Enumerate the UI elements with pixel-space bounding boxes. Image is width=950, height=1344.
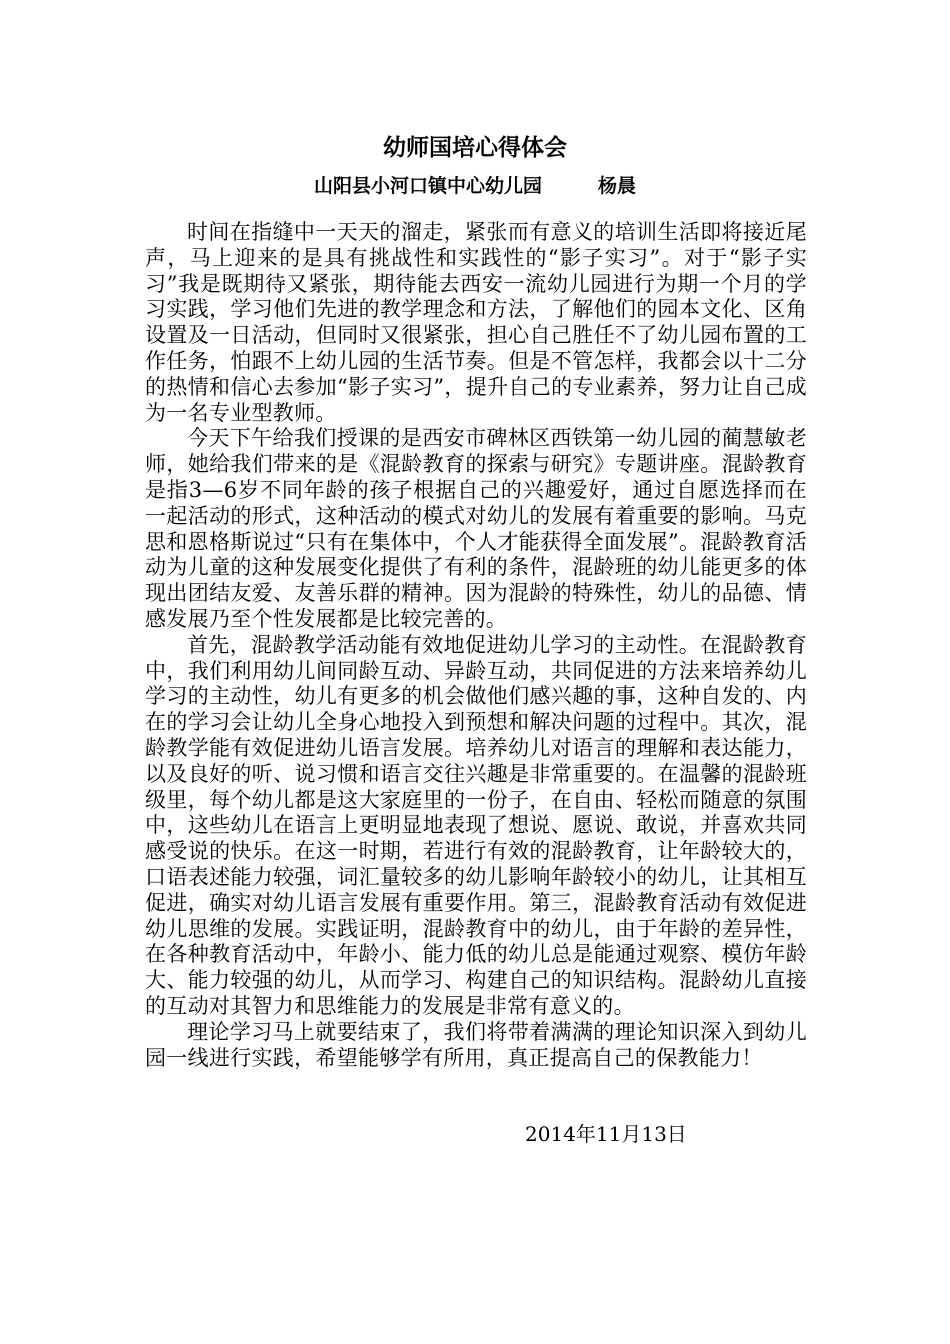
organization-name: 山阳县小河口镇中心幼儿园 [313,175,542,197]
paragraph: 时间在指缝中一天天的溜走，紧张而有意义的培训生活即将接近尾声，马上迎来的是具有挑战性和实践性的“影子实习”。对于“影子实习”我是既期待又紧张，期待能去西安一流幼儿园进行为期一个月的学习实践，学习他们先进的教学理念和方法，了解他们的园本文化、区角设置及一日活动，但同时又很紧张，担心自己胜任不了幼儿园布置的工作任务，怕跟不上幼儿园的生活节奏。但是不管怎样，我都会以十二分的热情和信心去参加“影子实习”，提升自己的专业素养，努力让自己成为一名专业型教师。 [145,220,807,425]
document-body [145,220,807,1071]
document-title: 幼师国培心得体会 [383,135,567,161]
byline [0,172,950,200]
paragraph: 理论学习马上就要结束了，我们将带着满满的理论知识深入到幼儿园一线进行实践，希望能够学有所用，真正提高自己的保教能力！ [145,1019,807,1070]
paragraph: 今天下午给我们授课的是西安市碑林区西铁第一幼儿园的蔺慧敏老师，她给我们带来的是《混龄教育的探索与研究》专题讲座。混龄教育是指3—6岁不同年龄的孩子根据自己的兴趣爱好，通过自愿选择而在一起活动的形式，这种活动的模式对幼儿的发展有着重要的影响。马克思和恩格斯说过“只有在集体中，个人才能获得全面发展”。混龄教育活动为儿童的这种发展变化提供了有利的条件，混龄班的幼儿能更多的体现出团结友爱、友善乐群的精神。因为混龄的特殊性，幼儿的品德、情感发展乃至个性发展都是比较完善的。 [145,426,807,631]
author-name: 杨晨 [598,175,637,197]
document-date: 2014年11月13日 [525,1122,687,1146]
paragraph: 首先，混龄教学活动能有效地促进幼儿学习的主动性。在混龄教育中，我们利用幼儿间同龄互动、异龄互动，共同促进的方法来培养幼儿学习的主动性，幼儿有更多的机会做他们感兴趣的事，这种自发的、内在的学习会让幼儿全身心地投入到预想和解决问题的过程中。其次，混龄教学能有效促进幼儿语言发展。培养幼儿对语言的理解和表达能力，以及良好的听、说习惯和语言交往兴趣是非常重要的。在温馨的混龄班级里，每个幼儿都是这大家庭里的一份子，在自由、轻松而随意的氛围中，这些幼儿在语言上更明显地表现了想说、愿说、敢说，并喜欢共同感受说的快乐。在这一时期，若进行有效的混龄教育，让年龄较大的，口语表述能力较强，词汇量较多的幼儿影响年龄较小的幼儿，让其相互促进，确实对幼儿语言发展有重要作用。第三，混龄教育活动有效促进幼儿思维的发展。实践证明，混龄教育中的幼儿，由于年龄的差异性，在各种教育活动中，年龄小、能力低的幼儿总是能通过观察、模仿年龄大、能力较强的幼儿，从而学习、构建自己的知识结构。混龄幼儿直接的互动对其智力和思维能力的发展是非常有意义的。 [145,632,807,1018]
